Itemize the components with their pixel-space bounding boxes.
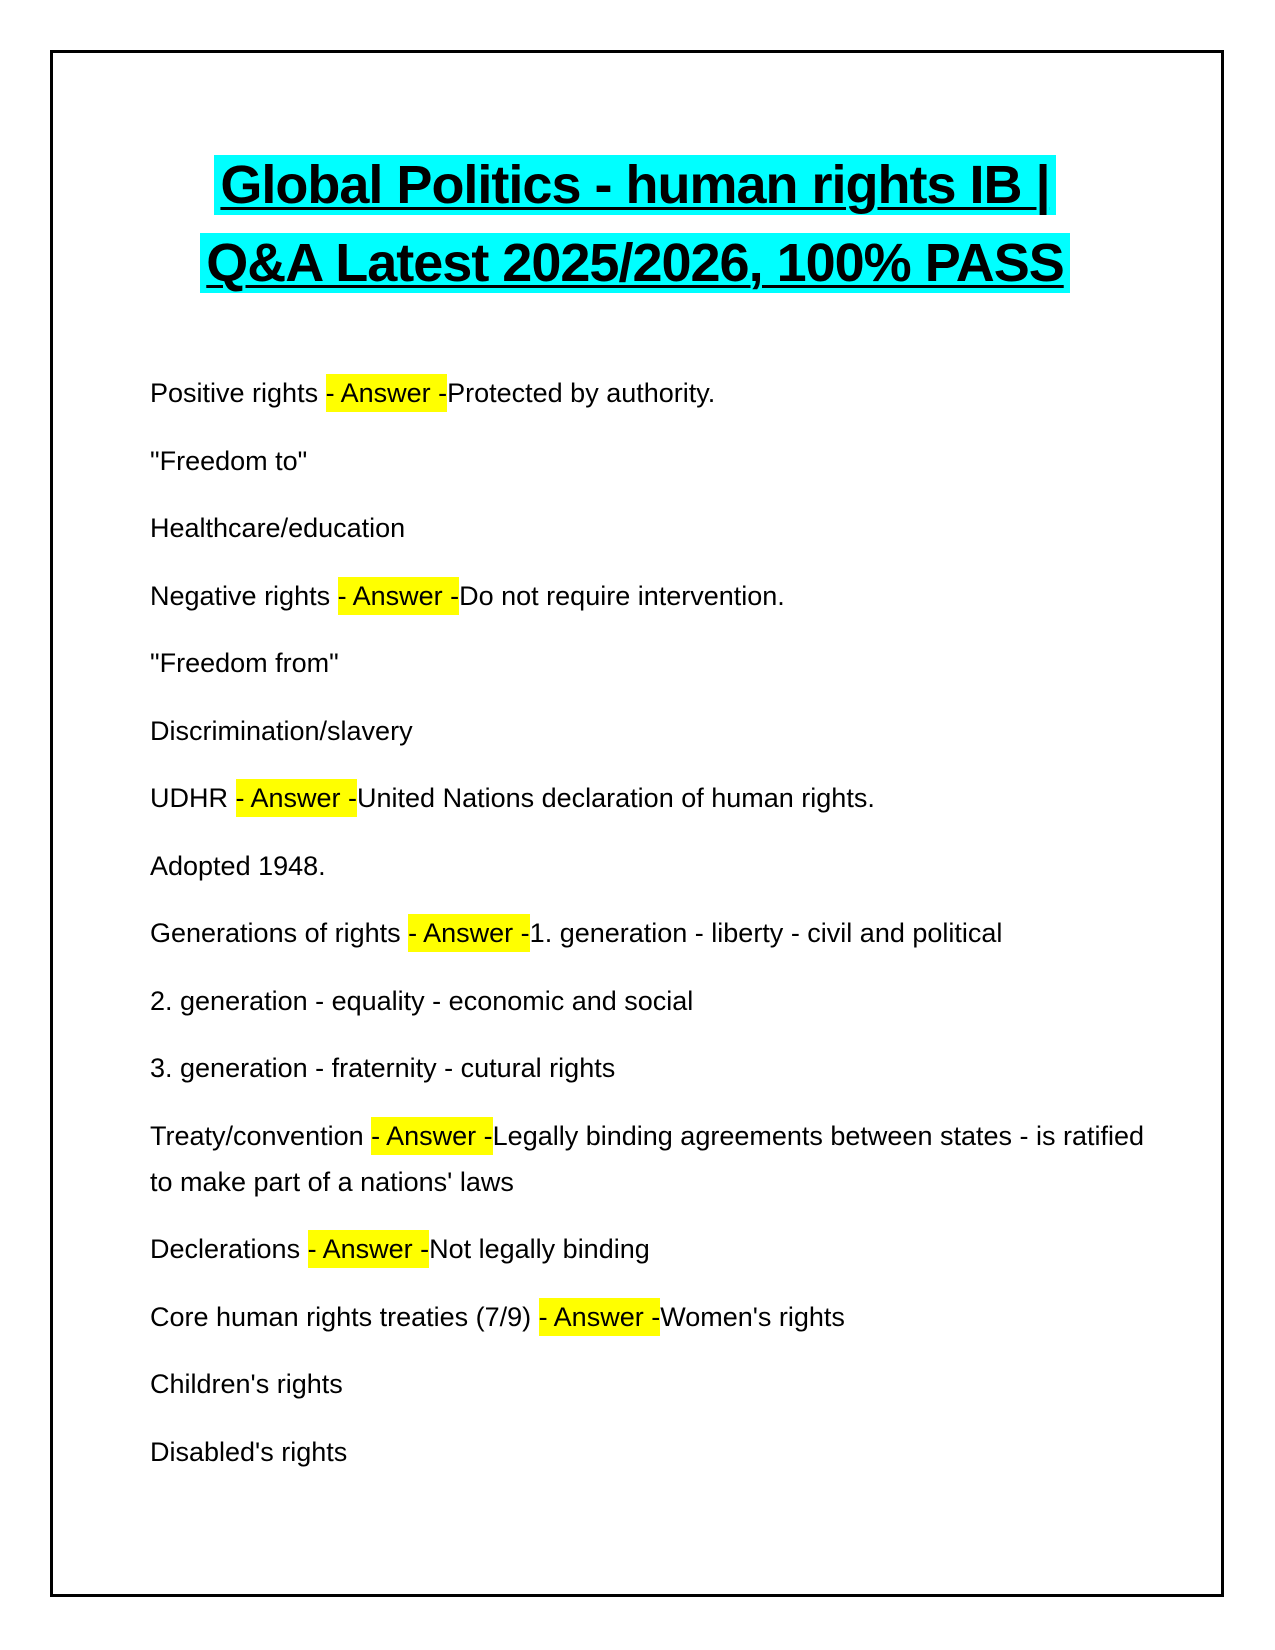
answer-marker: - Answer - (539, 1298, 661, 1336)
qa-text: Adopted 1948. (150, 850, 326, 881)
qa-text: 3. generation - fraternity - cutural rights (150, 1053, 616, 1083)
answer-marker: - Answer - (308, 1230, 430, 1268)
qa-term: Declerations (150, 1234, 308, 1264)
qa-line-childrens-rights (150, 1361, 1150, 1407)
qa-line-negative-rights (150, 573, 1150, 619)
qa-line-adopted (150, 843, 1150, 889)
answer-marker: - Answer - (408, 914, 530, 952)
qa-text: Discrimination/slavery (150, 715, 413, 746)
qa-term: Generations of rights (150, 918, 409, 948)
qa-answer: Protected by authority. (447, 378, 716, 408)
qa-line-positive-rights (150, 370, 1150, 416)
qa-answer: Legally binding agreements between states - is ratified to make part of a nations' laws (150, 1120, 1145, 1197)
title-line-2: Q&A Latest 2025/2026, 100% PASS (60, 224, 1210, 302)
qa-answer: United Nations declaration of human rights. (357, 783, 875, 813)
answer-marker: - Answer - (236, 779, 358, 817)
qa-term: Core human rights treaties (7/9) (150, 1301, 539, 1332)
qa-term: Treaty/convention (150, 1120, 372, 1151)
qa-text: "Freedom to" (150, 445, 308, 476)
qa-text: "Freedom from" (150, 648, 339, 678)
qa-line-core-treaties (150, 1294, 1150, 1340)
title-line-1: Global Politics - human rights IB | (60, 146, 1210, 224)
qa-line-freedom-from (150, 640, 1150, 686)
qa-line-generation-2 (150, 978, 1150, 1024)
qa-line-disableds-rights (150, 1429, 1150, 1475)
qa-text: Disabled's rights (150, 1436, 348, 1467)
qa-term: UDHR (150, 783, 236, 813)
qa-term: Positive rights (150, 378, 326, 408)
qa-line-udhr (150, 775, 1150, 821)
qa-line-generations (150, 910, 1150, 956)
qa-line-generation-3 (150, 1045, 1150, 1091)
qa-term: Negative rights (150, 580, 338, 611)
answer-marker: - Answer - (326, 374, 448, 412)
qa-answer: Women's rights (660, 1301, 845, 1332)
qa-line-freedom-to (150, 438, 1150, 484)
answer-marker: - Answer - (371, 1117, 493, 1155)
answer-marker: - Answer - (338, 577, 460, 615)
qa-answer: 1. generation - liberty - civil and political (529, 918, 1003, 948)
qa-line-healthcare (150, 505, 1150, 551)
qa-text: Children's rights (150, 1369, 343, 1399)
qa-content (150, 370, 1150, 1496)
qa-line-treaty (150, 1113, 1150, 1205)
qa-answer: Do not require intervention. (459, 580, 785, 611)
qa-text: 2. generation - equality - economic and social (150, 985, 694, 1016)
qa-text: Healthcare/education (150, 513, 406, 543)
qa-answer: Not legally binding (429, 1234, 650, 1264)
qa-line-discrimination (150, 708, 1150, 754)
document-title (60, 146, 1210, 302)
qa-line-declerations (150, 1226, 1150, 1272)
